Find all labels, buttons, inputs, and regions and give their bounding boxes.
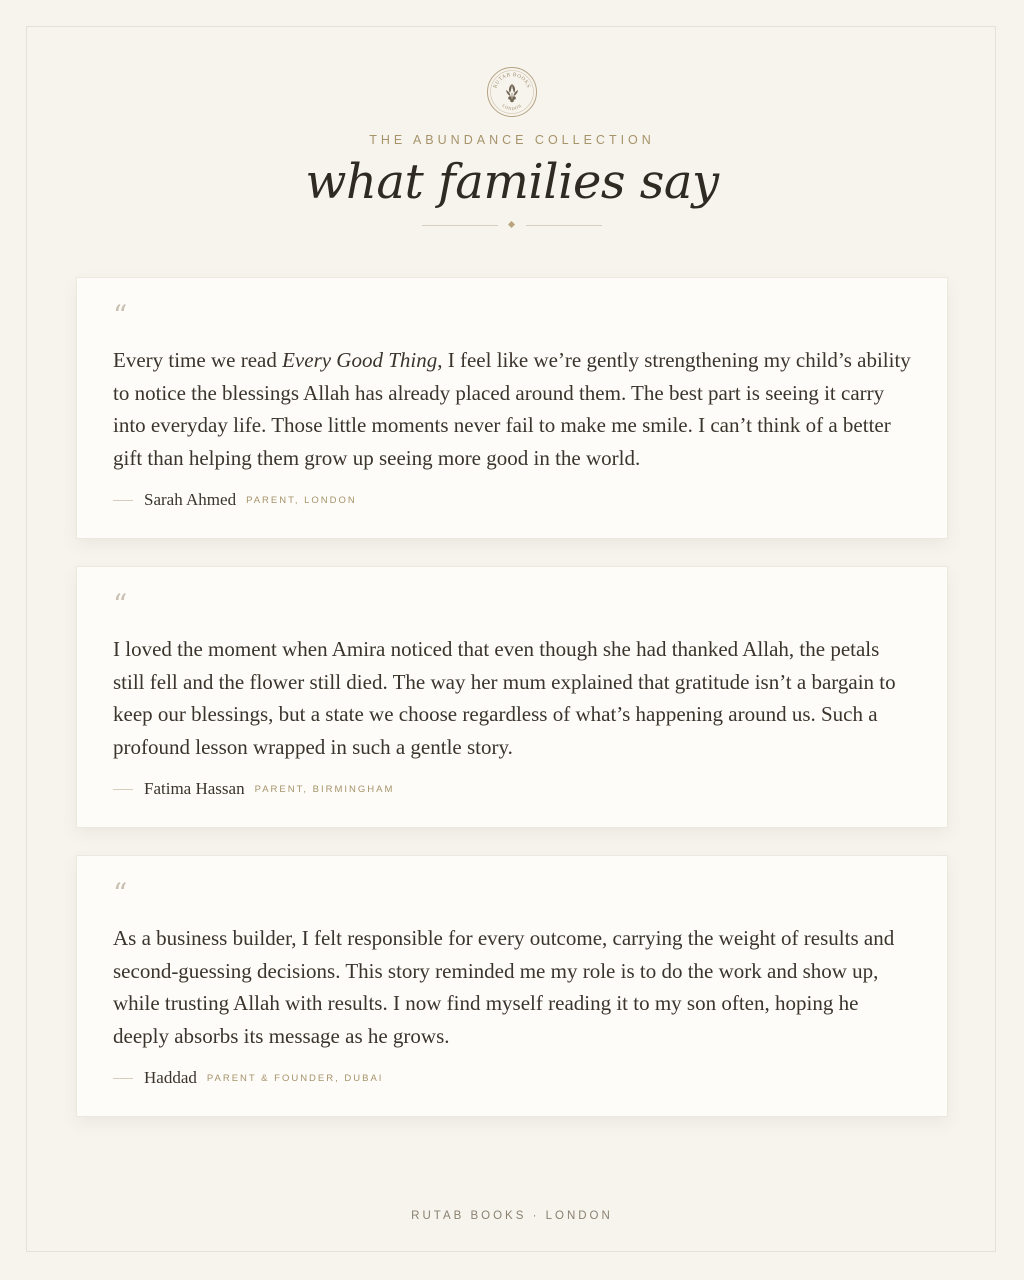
page-title: what families say <box>305 154 719 210</box>
testimonial-card <box>76 566 948 828</box>
testimonial-quote: As a business builder, I felt responsible for every outcome, carrying the weight of results and second-guessing decisions. This story reminded me my role is to do the work and show up, while trusting Allah with results. I now find myself reading it to my son often, hoping he deeply absorbs its message as he grows. <box>113 926 895 1048</box>
footer-text: RUTAB BOOKS · LONDON <box>411 1210 613 1222</box>
author-name: Sarah Ahmed <box>144 490 237 509</box>
author-role: PARENT & FOUNDER, DUBAI <box>206 1072 384 1084</box>
testimonial-attribution <box>113 488 357 512</box>
title-divider <box>422 219 602 231</box>
quote-mark-icon: “ <box>113 588 128 621</box>
author-name: Fatima Hassan <box>144 779 245 798</box>
divider-line-right <box>526 225 602 226</box>
quote-mark-icon: “ <box>113 299 128 332</box>
attribution-dash <box>113 1078 133 1079</box>
testimonial-card <box>76 277 948 539</box>
quote-text-before: Every time we read <box>113 348 283 372</box>
divider-line-left <box>422 225 498 226</box>
testimonial-quote: I loved the moment when Amira noticed that even though she had thanked Allah, the petals still fell and the flower still died. The way her mum explained that gratitude isn’t a bargain to keep our blessings, but a state we choose regardless of what’s happening around us. Such a profound lesson wrapped in such a gentle story. <box>113 637 896 759</box>
testimonial-attribution <box>113 777 394 801</box>
book-title: Every Good Thing <box>282 348 438 372</box>
svg-text:RUTAB BOOKS <box>493 72 532 89</box>
collection-eyebrow: THE ABUNDANCE COLLECTION <box>369 133 655 147</box>
attribution-dash <box>113 789 133 790</box>
page-header <box>0 66 1024 231</box>
quote-text-after: , I feel like we’re gently strengthening my child’s ability to notice the blessings Allah has already placed around them. The best part is seeing it carry into everyday life. Those little moments never fail to make me smile. I can’t think of a better gift than helping them grow up seeing more good in the world. <box>113 348 911 470</box>
divider-diamond <box>508 221 515 228</box>
seal-top-text: RUTAB BOOKS <box>492 71 532 90</box>
testimonial-quote <box>113 344 913 474</box>
author-name: Haddad <box>144 1068 197 1087</box>
author-role: PARENT, LONDON <box>246 494 357 506</box>
svg-text:LONDON <box>501 103 523 112</box>
testimonial-card <box>76 855 948 1117</box>
rutab-books-seal-icon <box>486 66 538 118</box>
quote-mark-icon: “ <box>113 877 128 910</box>
seal-bottom-text: LONDON <box>501 102 523 112</box>
testimonial-attribution <box>113 1066 383 1090</box>
author-role: PARENT, BIRMINGHAM <box>254 783 395 795</box>
attribution-dash <box>113 500 133 501</box>
